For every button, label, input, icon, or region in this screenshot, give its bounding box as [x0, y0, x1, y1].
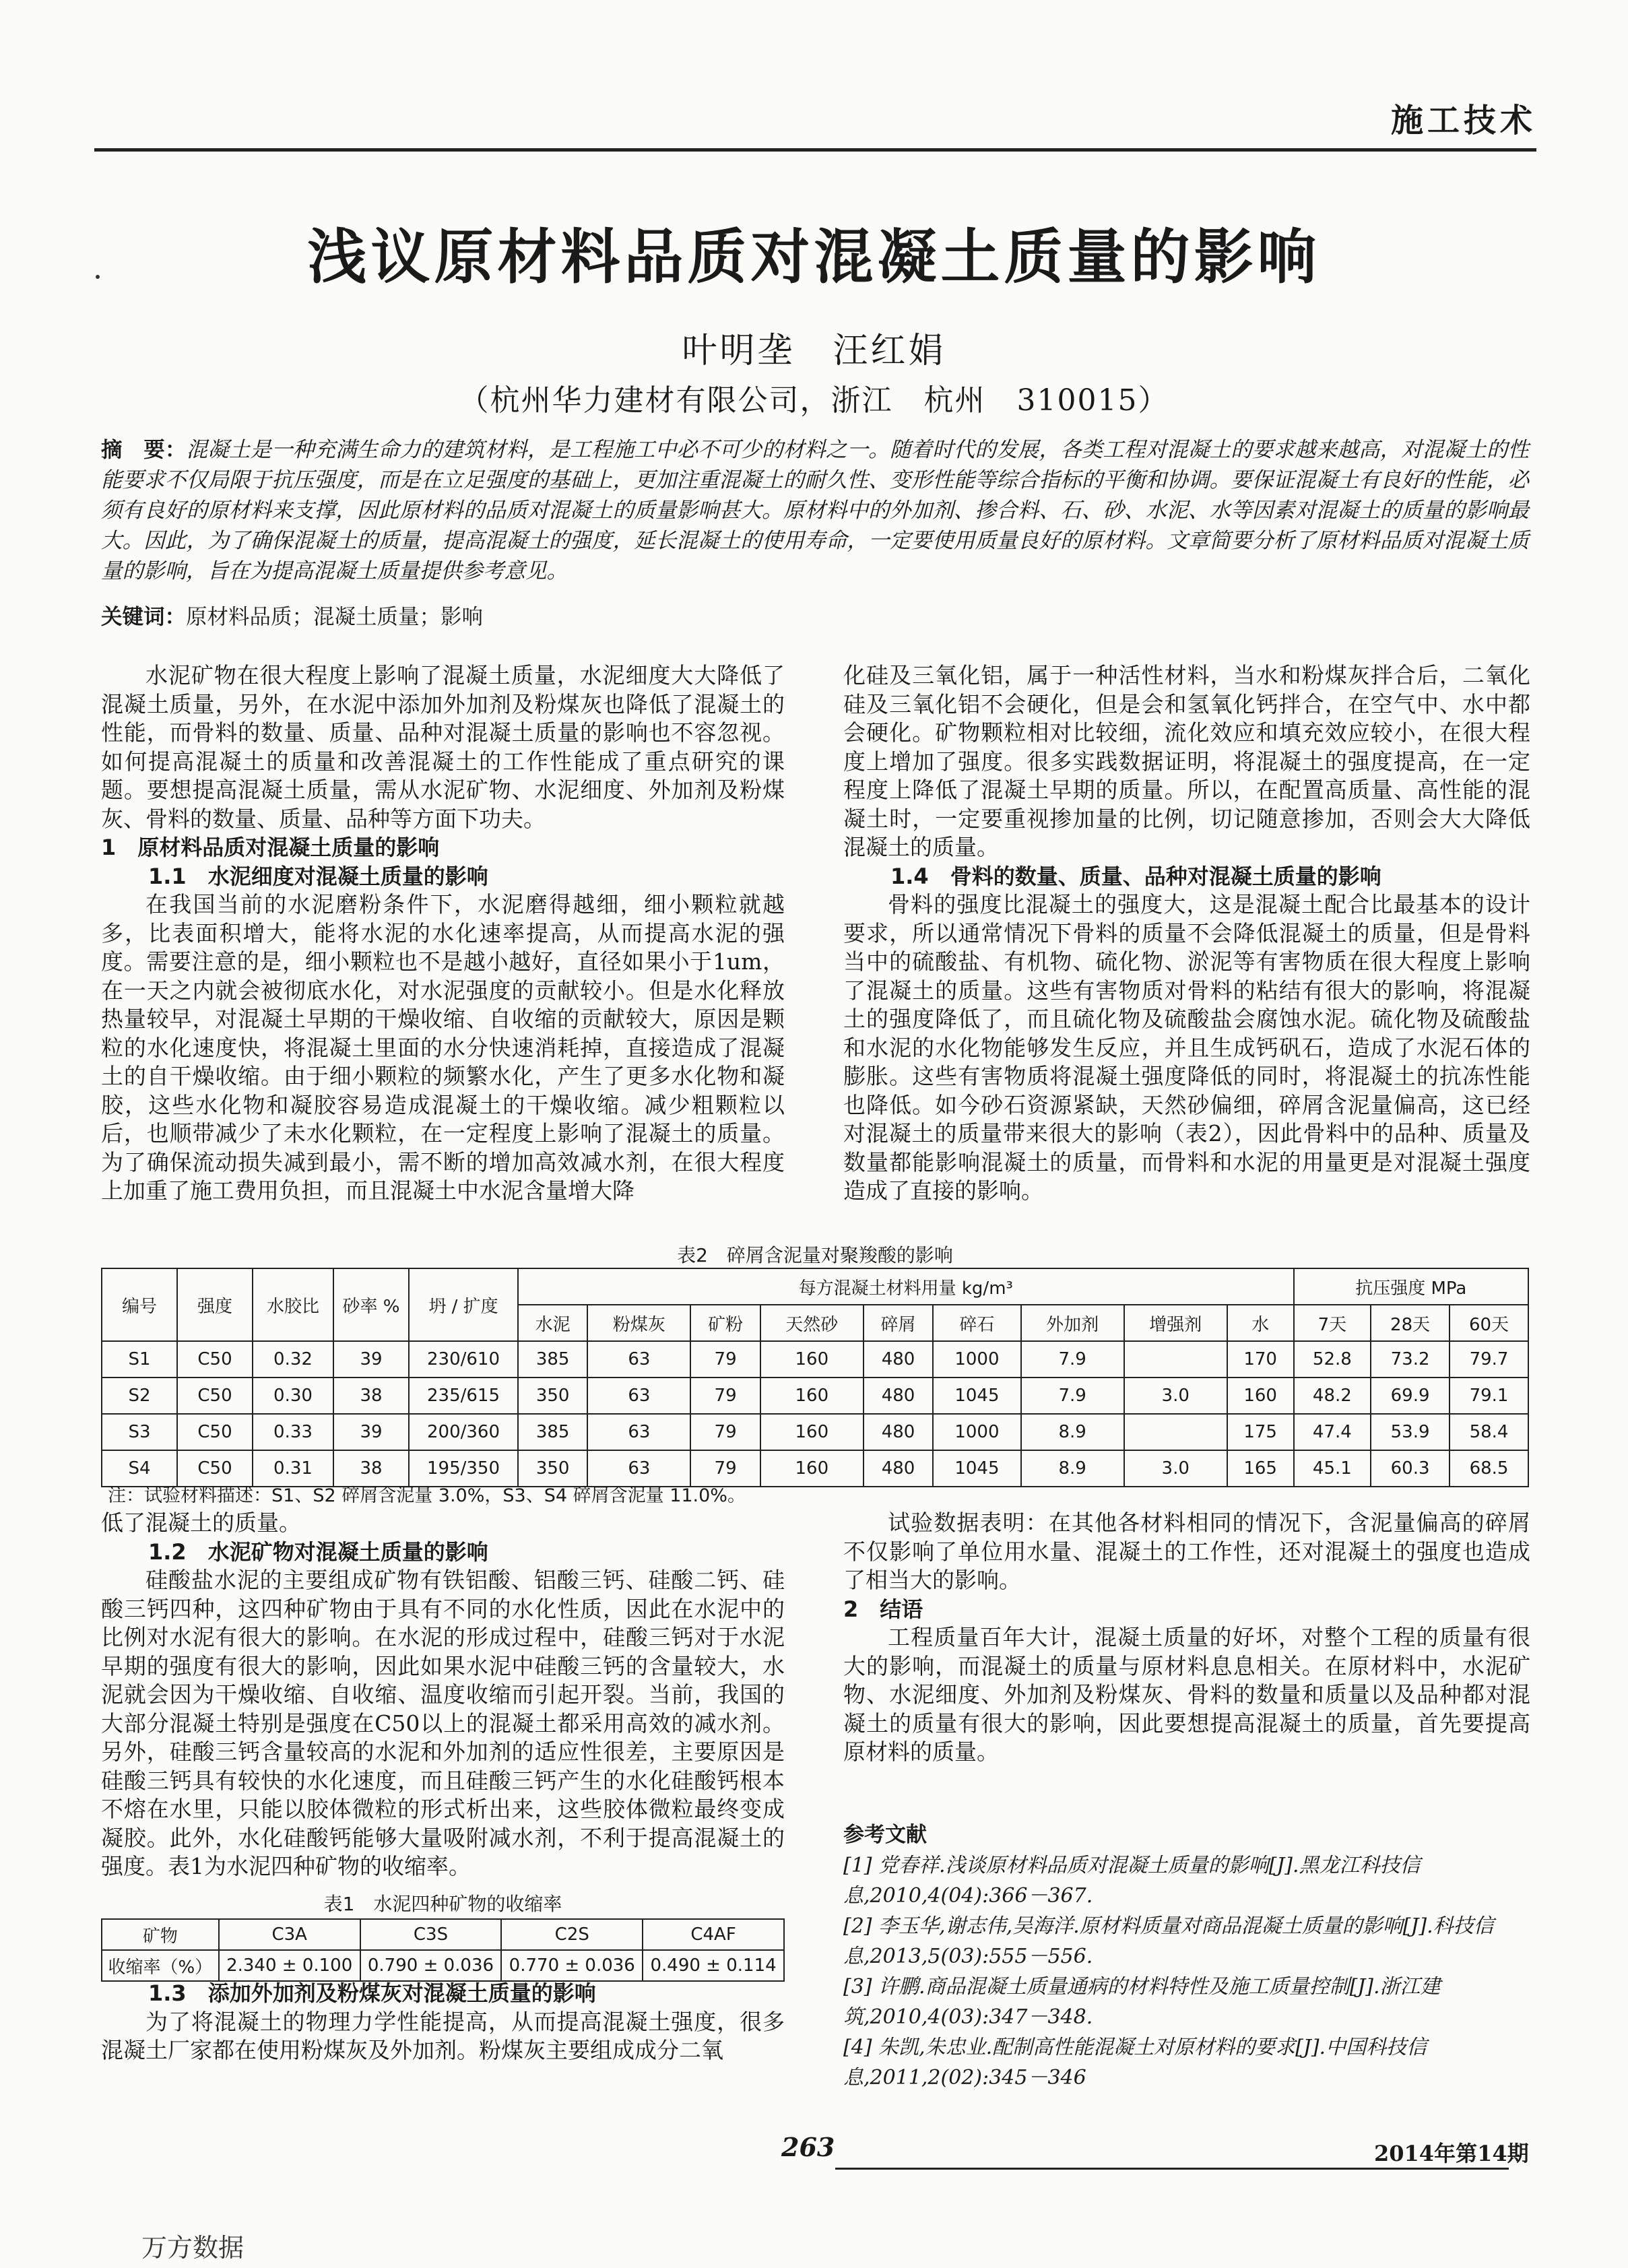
table-cell: S4 [102, 1450, 177, 1487]
table-cell: 7.9 [1021, 1341, 1124, 1378]
page-number: 263 [781, 2132, 835, 2162]
table-cell: 0.490 ± 0.114 [643, 1950, 784, 1981]
table-cell: 79.7 [1450, 1341, 1528, 1378]
table-cell: 0.30 [253, 1378, 333, 1414]
table-header: C3S [360, 1919, 502, 1950]
table-subheader: 外加剂 [1021, 1305, 1124, 1341]
paragraph: 在我国当前的水泥磨粉条件下，水泥磨得越细，细小颗粒就越多，比表面积增大，能将水泥的水化速率提高，从而提高水泥的强度。需要注意的是，细小颗粒也不是越小越好，直径如果小于1um，在一天之内就会被彻底水化，对水泥强度的贡献较小。但是水化释放热量较早，对混凝土早期的干燥收缩、自收缩的贡献较大，原因是颗粒的水化速度快，将混凝土里面的水分快速消耗掉，直接造成了混凝土的自干燥收缩。由于细小颗粒的频繁水化，产生了更多水化物和凝胶，这些水化物和凝胶容易造成混凝土的干燥收缩。减少粗颗粒以后，也顺带减少了未水化颗粒，在一定程度上影响了混凝土的质量。为了确保流动损失减到最小，需不断的增加高效减水剂，在很大程度上加重了施工费用负担，而且混凝土中水泥含量增大降 [101, 891, 785, 1204]
table-cell: 0.33 [253, 1414, 333, 1450]
table-cell: 7.9 [1021, 1378, 1124, 1414]
section-heading-1-3: 1.3 添加外加剂及粉煤灰对混凝土质量的影响 [148, 1980, 596, 2006]
table-subheader: 水泥 [518, 1305, 587, 1341]
table2 [101, 1268, 1529, 1487]
table-cell: 480 [864, 1414, 933, 1450]
abstract [101, 434, 1529, 587]
table-subheader: 粉煤灰 [587, 1305, 690, 1341]
reference-item: [3] 许鹏.商品混凝土质量通病的材料特性及施工质量控制[J].浙江建筑,2010,4(03):347－348. [843, 1975, 1441, 2029]
table1-caption: 表1 水泥四种矿物的收缩率 [323, 1893, 562, 1915]
table-header: 每方混凝土材料用量 kg/m³ [518, 1268, 1294, 1305]
table-header: 砂率 % [333, 1268, 409, 1341]
table-subheader: 天然砂 [760, 1305, 864, 1341]
table-cell: 1045 [933, 1450, 1020, 1487]
paragraph: 试验数据表明：在其他各材料相同的情况下，含泥量偏高的碎屑不仅影响了单位用水量、混凝土的工作性，还对混凝土的强度也造成了相当大的影响。 [843, 1510, 1530, 1593]
table-cell: 69.9 [1371, 1378, 1450, 1414]
table-cell: 350 [518, 1378, 587, 1414]
table-cell [1124, 1414, 1227, 1450]
table-cell: 39 [333, 1414, 409, 1450]
table-header: 坍 / 扩度 [409, 1268, 518, 1341]
table-cell: 8.9 [1021, 1450, 1124, 1487]
references-heading: 参考文献 [843, 1823, 927, 1847]
table-cell [1124, 1341, 1227, 1378]
abstract-label: 摘 要： [101, 437, 187, 462]
body-column-left-middle [101, 1509, 785, 1881]
table-cell: 79 [690, 1414, 760, 1450]
table-cell: 0.32 [253, 1341, 333, 1378]
body-column-right-top [843, 661, 1530, 1206]
table-header: 矿物 [102, 1919, 219, 1950]
table-subheader: 碎石 [933, 1305, 1020, 1341]
table-cell: 350 [518, 1450, 587, 1487]
table2-note: 注：试验材料描述：S1、S2 碎屑含泥量 3.0%，S3、S4 碎屑含泥量 11.0%。 [108, 1485, 746, 1506]
table-cell: 1000 [933, 1341, 1020, 1378]
table-header: C2S [501, 1919, 643, 1950]
table-row [102, 1950, 784, 1981]
table2-caption: 表2 碎屑含泥量对聚羧酸的影响 [677, 1244, 953, 1266]
table-cell: 0.770 ± 0.036 [501, 1950, 643, 1981]
body-column-right-middle [843, 1509, 1530, 1767]
table-cell: 160 [760, 1378, 864, 1414]
table-header: C3A [219, 1919, 360, 1950]
paragraph: 水泥矿物在很大程度上影响了混凝土质量，水泥细度大大降低了混凝土质量，另外，在水泥中添加外加剂及粉煤灰也降低了混凝土的性能，而骨料的数量、质量、品种对混凝土质量的影响也不容忽视。如何提高混凝土的质量和改善混凝土的工作性能成了重点研究的课题。要想提高混凝土质量，需从水泥矿物、水泥细度、外加剂及粉煤灰、骨料的数量、质量、品种等方面下功夫。 [101, 662, 785, 832]
table-cell: 48.2 [1294, 1378, 1371, 1414]
table-cell: 385 [518, 1414, 587, 1450]
keywords-label: 关键词： [101, 604, 187, 629]
table-cell: 63 [587, 1341, 690, 1378]
table-subheader: 60天 [1450, 1305, 1528, 1341]
reference-item: [4] 朱凯,朱忠业.配制高性能混凝土对原材料的要求[J].中国科技信息,2011,2(02):345－346 [843, 2036, 1427, 2089]
article-title: 浅议原材料品质对混凝土质量的影响 [307, 222, 1321, 292]
table-cell: 160 [760, 1414, 864, 1450]
table-cell: 38 [333, 1450, 409, 1487]
table-row [102, 1378, 1528, 1414]
table-cell: C50 [177, 1378, 253, 1414]
paragraph: 硅酸盐水泥的主要组成矿物有铁铝酸、铝酸三钙、硅酸二钙、硅酸三钙四种，这四种矿物由于具有不同的水化性质，因此在水泥中的比例对水泥有很大的影响。在水泥的形成过程中，硅酸三钙对于水泥早期的强度有很大的影响，因此如果水泥中硅酸三钙的含量较大，水泥就会因为干燥收缩、自收缩、温度收缩而引起开裂。当前，我国的大部分混凝土特别是强度在C50以上的混凝土都采用高效的减水剂。另外，硅酸三钙含量较高的水泥和外加剂的适应性很差，主要原因是硅酸三钙具有较快的水化速度，而且硅酸三钙产生的水化硅酸钙根本不熔在水里，只能以胶体微粒的形式析出来，这些胶体微粒最终变成凝胶。此外，水化硅酸钙能够大量吸附减水剂，不利于提高混凝土的强度。表1为水泥四种矿物的收缩率。 [101, 1567, 785, 1879]
table-cell: 160 [760, 1450, 864, 1487]
watermark: 万方数据 [141, 2233, 245, 2263]
section-heading-1-2: 1.2 水泥矿物对混凝土质量的影响 [148, 1538, 488, 1565]
abstract-text: 混凝土是一种充满生命力的建筑材料，是工程施工中必不可少的材料之一。随着时代的发展，各类工程对混凝土的要求越来越高，对混凝土的性能要求不仅局限于抗压强度，而是在立足强度的基础上，更加注重混凝土的耐久性、变形性能等综合指标的平衡和协调。要保证混凝土有良好的性能，必须有良好的原材料来支撑，因此原材料的品质对混凝土的质量影响甚大。原材料中的外加剂、掺合料、石、砂、水泥、水等因素对混凝土的质量的影响最大。因此，为了确保混凝土的质量，提高混凝土的强度，延长混凝土的使用寿命，一定要使用质量良好的原材料。文章简要分析了原材料品质对混凝土质量的影响，旨在为提高混凝土质量提供参考意见。 [101, 438, 1529, 583]
table-cell: 170 [1227, 1341, 1294, 1378]
table-header: 编号 [102, 1268, 177, 1341]
table-header: 抗压强度 MPa [1294, 1268, 1528, 1305]
table-cell: 235/615 [409, 1378, 518, 1414]
paragraph: 为了将混凝土的物理力学性能提高，从而提高混凝土强度，很多混凝土厂家都在使用粉煤灰及外加剂。粉煤灰主要组成成分二氧 [101, 2008, 785, 2063]
table-cell: 480 [864, 1450, 933, 1487]
table-cell: 79 [690, 1341, 760, 1378]
table-cell: 175 [1227, 1414, 1294, 1450]
paragraph: 骨料的强度比混凝土的强度大，这是混凝土配合比最基本的设计要求，所以通常情况下骨料的质量不会降低混凝土的质量，但是骨料当中的硫酸盐、有机物、硫化物、淤泥等有害物质在很大程度上影响了混凝土的质量。这些有害物质对骨料的粘结有很大的影响，将混凝土的强度降低了，而且硫化物及硫酸盐会腐蚀水泥。硫化物及硫酸盐和水泥的水化物能够发生反应，并且生成钙矾石，造成了水泥石体的膨胀。这些有害物质将混凝土强度降低的同时，将混凝土的抗冻性能也降低。如今砂石资源紧缺，天然砂偏细，碎屑含泥量偏高，这已经对混凝土的质量带来很大的影响（表2），因此骨料中的品种、质量及数量都能影响混凝土的质量，而骨料和水泥的用量更是对混凝土强度造成了直接的影响。 [843, 891, 1530, 1204]
authors: 叶明垄 汪红娟 [682, 331, 946, 371]
table-cell: 0.790 ± 0.036 [360, 1950, 502, 1981]
table-cell: 79 [690, 1450, 760, 1487]
table-cell: 45.1 [1294, 1450, 1371, 1487]
table-subheader: 碎屑 [864, 1305, 933, 1341]
table-cell: 79.1 [1450, 1378, 1528, 1414]
table-header: 水胶比 [253, 1268, 333, 1341]
footer-rule [835, 2168, 1509, 2170]
table-cell: C50 [177, 1414, 253, 1450]
section-heading-1-1: 1.1 水泥细度对混凝土质量的影响 [148, 863, 488, 889]
table-cell: 38 [333, 1378, 409, 1414]
table-cell: 230/610 [409, 1341, 518, 1378]
table-cell: 63 [587, 1414, 690, 1450]
table-subheader: 矿粉 [690, 1305, 760, 1341]
section-tag: 施工技术 [1390, 102, 1536, 139]
table-cell: 53.9 [1371, 1414, 1450, 1450]
keywords [101, 602, 1529, 633]
table-cell: 68.5 [1450, 1450, 1528, 1487]
table-cell: 79 [690, 1378, 760, 1414]
table-row [102, 1341, 1528, 1378]
table-subheader: 增强剂 [1124, 1305, 1227, 1341]
table-cell: 47.4 [1294, 1414, 1371, 1450]
table-cell: 73.2 [1371, 1341, 1450, 1378]
table-cell: 195/350 [409, 1450, 518, 1487]
body-column-left-top [101, 661, 785, 1206]
table-cell: C50 [177, 1341, 253, 1378]
table-cell: 63 [587, 1378, 690, 1414]
table-cell: 58.4 [1450, 1414, 1528, 1450]
table-cell: 0.31 [253, 1450, 333, 1487]
affiliation: （杭州华力建材有限公司，浙江 杭州 310015） [459, 383, 1169, 418]
table-cell: 3.0 [1124, 1450, 1227, 1487]
table-subheader: 7天 [1294, 1305, 1371, 1341]
table-cell: 39 [333, 1341, 409, 1378]
table-cell: S1 [102, 1341, 177, 1378]
table-cell: 2.340 ± 0.100 [219, 1950, 360, 1981]
table-header: C4AF [643, 1919, 784, 1950]
table-cell: S2 [102, 1378, 177, 1414]
table-cell: 160 [760, 1341, 864, 1378]
table-cell: 1045 [933, 1378, 1020, 1414]
table1 [101, 1918, 785, 1982]
table-cell: 63 [587, 1450, 690, 1487]
keywords-text: 原材料品质；混凝土质量；影响 [186, 605, 484, 629]
table-cell: 480 [864, 1378, 933, 1414]
paragraph: 化硅及三氧化铝，属于一种活性材料，当水和粉煤灰拌合后，二氧化硅及三氧化铝不会硬化，但是会和氢氧化钙拌合，在空气中、水中都会硬化。矿物颗粒相对比较细，流化效应和填充效应较小，在很大程度上增加了强度。很多实践数据证明，将混凝土的强度提高，在一定程度上降低了混凝土早期的质量。所以，在配置高质量、高性能的混凝土时，一定要重视掺加量的比例，切记随意掺加，否则会大大降低混凝土的质量。 [843, 662, 1530, 860]
table-cell: 52.8 [1294, 1341, 1371, 1378]
section-heading-2: 2 结语 [843, 1596, 923, 1622]
issue-label: 2014年第14期 [1374, 2141, 1529, 2166]
table-row [102, 1414, 1528, 1450]
table-cell: 480 [864, 1341, 933, 1378]
table-cell: 165 [1227, 1450, 1294, 1487]
table-cell: 385 [518, 1341, 587, 1378]
references [843, 1820, 1530, 2093]
table-cell: 3.0 [1124, 1378, 1227, 1414]
table-cell: 收缩率（%） [102, 1950, 219, 1981]
table-cell: 8.9 [1021, 1414, 1124, 1450]
section-heading-1-4: 1.4 骨料的数量、质量、品种对混凝土质量的影响 [890, 863, 1381, 889]
table-cell: 1000 [933, 1414, 1020, 1450]
table-cell: 60.3 [1371, 1450, 1450, 1487]
reference-item: [2] 李玉华,谢志伟,吴海洋.原材料质量对商品混凝土质量的影响[J].科技信息,2013,5(03):555－556. [843, 1914, 1494, 1968]
reference-item: [1] 党春祥.浅谈原材料品质对混凝土质量的影响[J].黑龙江科技信息,2010,4(04):366－367. [843, 1854, 1421, 1908]
header-rule [94, 148, 1536, 152]
table-subheader: 水 [1227, 1305, 1294, 1341]
body-column-left-bottom [101, 1979, 785, 2065]
table-cell: S3 [102, 1414, 177, 1450]
section-heading-1: 1 原材料品质对混凝土质量的影响 [101, 835, 440, 860]
table-header: 强度 [177, 1268, 253, 1341]
table-subheader: 28天 [1371, 1305, 1450, 1341]
table-cell: 200/360 [409, 1414, 518, 1450]
table-cell: C50 [177, 1450, 253, 1487]
paragraph: 低了混凝土的质量。 [101, 1510, 301, 1536]
table-cell: 160 [1227, 1378, 1294, 1414]
paragraph: 工程质量百年大计，混凝土质量的好坏，对整个工程的质量有很大的影响，而混凝土的质量与原材料息息相关。在原材料中，水泥矿物、水泥细度、外加剂及粉煤灰、骨料的数量和质量以及品种都对混凝土的质量有很大的影响，因此要想提高混凝土的质量，首先要提高原材料的质量。 [843, 1624, 1530, 1765]
